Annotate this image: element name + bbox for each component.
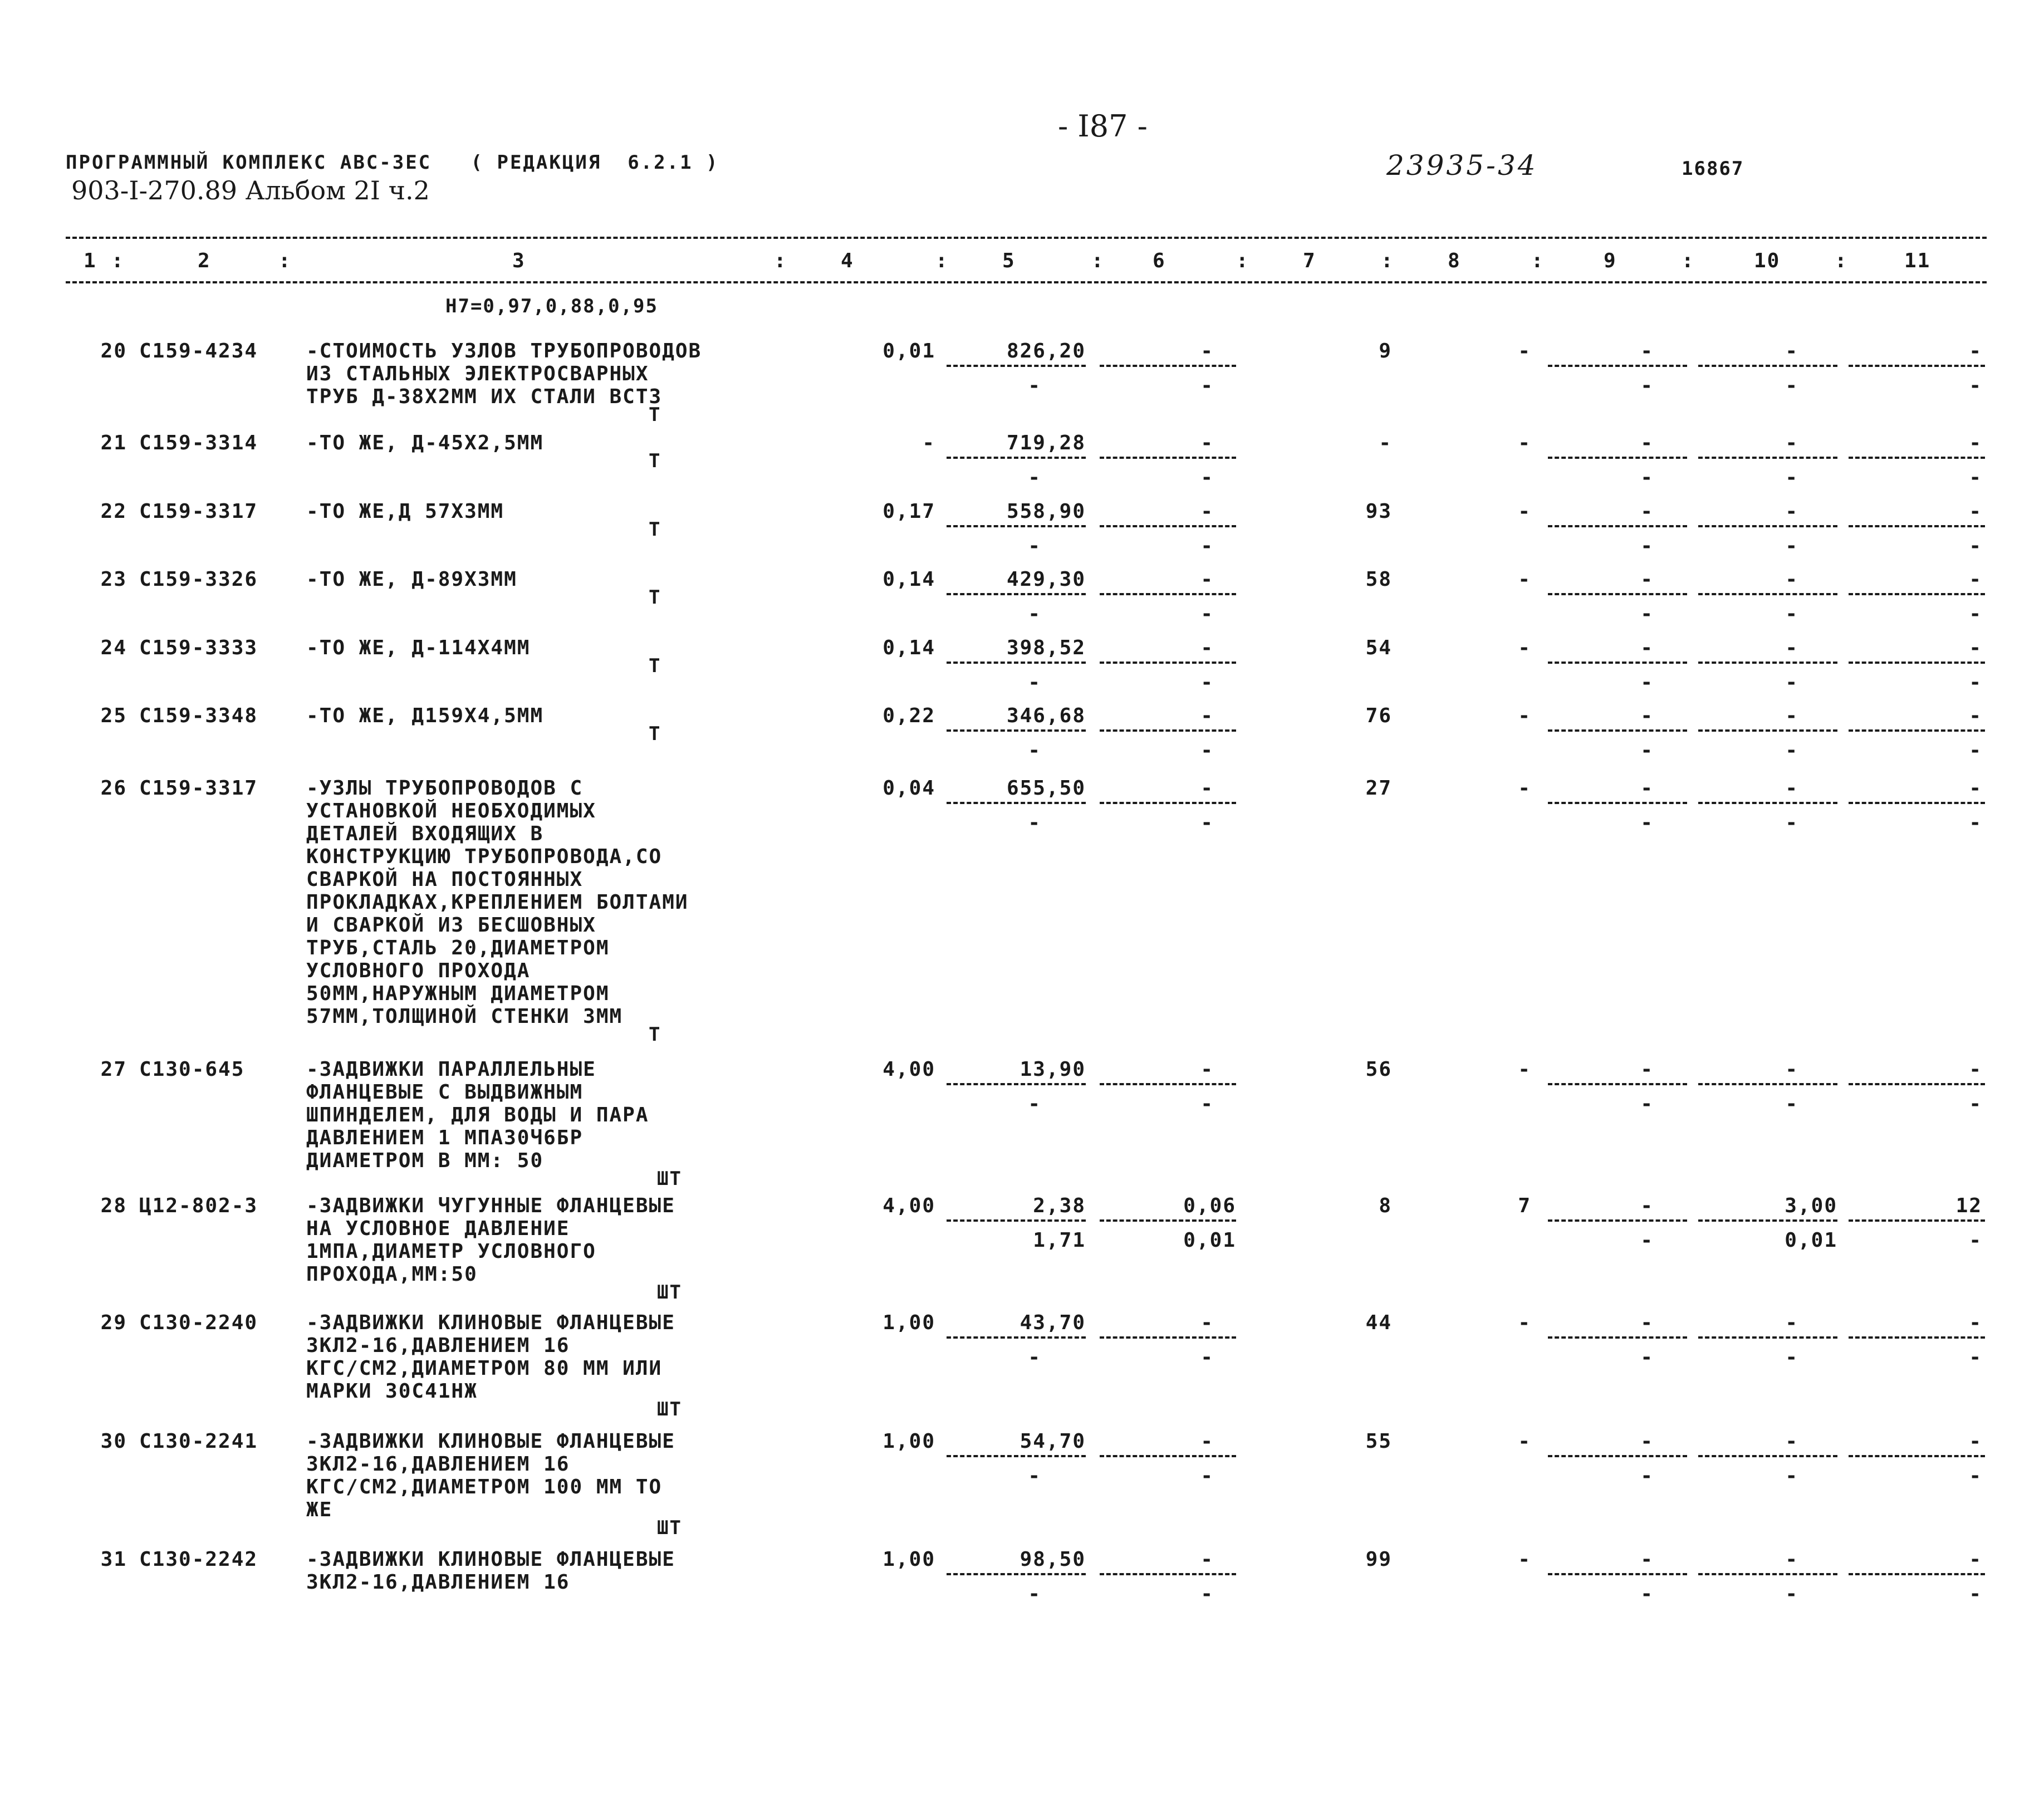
value-underline [1100, 593, 1236, 595]
value-underline [1548, 457, 1687, 459]
column-header-1: 1 [84, 249, 97, 272]
cell-col5: 398,52 [1006, 636, 1086, 659]
value-underline [1698, 365, 1837, 367]
row-code: С159-3317 [139, 777, 258, 800]
value-underline [1849, 662, 1985, 664]
cell-col10-extra: 0,01 [1785, 1229, 1837, 1252]
cell-col10-dash: - [1785, 636, 1798, 659]
value-underline [1698, 1083, 1837, 1085]
cell-col8-dash: - [1518, 500, 1531, 523]
cell-col5: 655,50 [1006, 777, 1086, 800]
row-number: 26 [100, 777, 127, 800]
cell-col11-extra-dash: - [1969, 1093, 1982, 1115]
cell-col8-dash: - [1518, 340, 1531, 362]
cell-col9-extra-dash: - [1640, 1346, 1654, 1369]
value-underline [1698, 593, 1837, 595]
cell-col10-dash: - [1785, 777, 1798, 800]
cell-col6-extra-dash: - [1200, 739, 1214, 762]
cell-col5-extra-dash: - [1028, 739, 1041, 762]
cell-col5-extra-dash: - [1028, 1583, 1041, 1605]
cell-col9-dash: - [1640, 1058, 1654, 1081]
cell-col9-dash: - [1640, 500, 1654, 523]
column-header-11: 11 [1904, 249, 1931, 272]
value-underline [1100, 1336, 1236, 1339]
cell-col11-extra-dash: - [1969, 1229, 1982, 1252]
cell-col9-dash: - [1640, 340, 1654, 362]
value-underline [1548, 1336, 1687, 1339]
album-line: 903-I-270.89 Альбом 2I ч.2 [71, 175, 430, 205]
value-underline [1100, 662, 1236, 664]
cell-col6-extra-dash: - [1200, 602, 1214, 625]
row-description: -СТОИМОСТЬ УЗЛОВ ТРУБОПРОВОДОВ ИЗ СТАЛЬНЫХ ЭЛЕКТРОСВАРНЫХ ТРУБ Д-38Х2ММ ИХ СТАЛИ ВСТ3 [306, 340, 702, 408]
value-underline [1849, 525, 1985, 527]
value-underline [1698, 457, 1837, 459]
cell-col7: 56 [1365, 1058, 1392, 1081]
cell-col7: 99 [1365, 1548, 1392, 1571]
cell-col5-extra-dash: - [1028, 1346, 1041, 1369]
row-code: С159-4234 [139, 340, 258, 362]
row-description: -ТО ЖЕ, Д-89Х3ММ [306, 568, 517, 591]
cell-col11-dash: - [1969, 340, 1982, 362]
cell-col4: 0,04 [883, 777, 935, 800]
value-underline [1100, 1573, 1236, 1575]
column-separator: : [1236, 249, 1249, 272]
cell-col4: 1,00 [883, 1311, 935, 1334]
row-description: -ТО ЖЕ, Д-114Х4ММ [306, 636, 531, 659]
value-underline [947, 593, 1086, 595]
value-underline [1548, 802, 1687, 804]
cell-col11-dash: - [1969, 432, 1982, 454]
cell-col10-extra-dash: - [1785, 671, 1798, 694]
value-underline [1548, 1219, 1687, 1222]
row-code: С130-2241 [139, 1430, 258, 1453]
cell-col6-dash: - [1200, 1430, 1214, 1453]
cell-col11-extra-dash: - [1969, 1583, 1982, 1605]
row-number: 28 [100, 1194, 127, 1217]
cell-col11-dash: - [1969, 568, 1982, 591]
row-description: -УЗЛЫ ТРУБОПРОВОДОВ С УСТАНОВКОЙ НЕОБХОДИМЫХ ДЕТАЛЕЙ ВХОДЯЩИХ В КОНСТРУКЦИЮ ТРУБОПРОВОДА,СО СВАРКОЙ НА ПОСТОЯННЫХ ПРОКЛАДКАХ,КРЕПЛЕНИЕМ БОЛТАМИ И СВАРКОЙ ИЗ БЕСШОВНЫХ ТРУБ,СТАЛЬ 20,ДИАМЕТРОМ УСЛОВНОГО ПРОХОДА 50ММ,НАРУЖНЫМ ДИАМЕТРОМ 57ММ,ТОЛЩИНОЙ СТЕНКИ 3ММ [306, 777, 689, 1028]
row-code: С130-645 [139, 1058, 245, 1081]
cell-col6-dash: - [1200, 568, 1214, 591]
value-underline [947, 1573, 1086, 1575]
cell-col9-extra-dash: - [1640, 671, 1654, 694]
cell-col6-extra-dash: - [1200, 1346, 1214, 1369]
row-code: С130-2240 [139, 1311, 258, 1334]
row-unit: Т [649, 450, 661, 472]
value-underline [1100, 729, 1236, 732]
cell-col11-dash: - [1969, 777, 1982, 800]
column-header-3: 3 [512, 249, 526, 272]
value-underline [1849, 1219, 1985, 1222]
column-header-2: 2 [198, 249, 211, 272]
page-number: - I87 - [1058, 109, 1148, 144]
row-unit: Т [649, 723, 661, 745]
value-underline [1698, 802, 1837, 804]
cell-col9-extra-dash: - [1640, 535, 1654, 557]
value-underline [1548, 1573, 1687, 1575]
cell-col6-dash: - [1200, 636, 1214, 659]
cell-col5: 826,20 [1006, 340, 1086, 362]
value-underline [1100, 525, 1236, 527]
cell-col6-dash: - [1200, 777, 1214, 800]
cell-col5: 13,90 [1019, 1058, 1086, 1081]
cell-col8: 7 [1518, 1194, 1531, 1217]
cell-col5-extra: 1,71 [1033, 1229, 1086, 1252]
cell-col4: 0,01 [883, 340, 935, 362]
value-underline [1698, 1336, 1837, 1339]
cell-col11-dash: - [1969, 1548, 1982, 1571]
value-underline [1698, 729, 1837, 732]
column-header-9: 9 [1604, 249, 1617, 272]
cell-col8-dash: - [1518, 1548, 1531, 1571]
value-underline [1100, 802, 1236, 804]
cell-col7: 27 [1365, 777, 1392, 800]
cell-col4: - [922, 432, 935, 454]
column-separator: : [1682, 249, 1695, 272]
cell-col5: 98,50 [1019, 1548, 1086, 1571]
cell-col5-extra-dash: - [1028, 602, 1041, 625]
row-description: -ЗАДВИЖКИ КЛИНОВЫЕ ФЛАНЦЕВЫЕ ЗКЛ2-16,ДАВЛЕНИЕМ 16 КГС/СМ2,ДИАМЕТРОМ 80 ММ ИЛИ МАРКИ 30С41НЖ [306, 1311, 675, 1403]
cell-col5-extra-dash: - [1028, 535, 1041, 557]
cell-col9-extra-dash: - [1640, 811, 1654, 834]
column-separator: : [1835, 249, 1848, 272]
cell-col11-dash: - [1969, 704, 1982, 727]
cell-col5-extra-dash: - [1028, 374, 1041, 397]
row-number: 31 [100, 1548, 127, 1571]
row-code: С159-3317 [139, 500, 258, 523]
value-underline [1698, 1455, 1837, 1457]
cell-col10-dash: - [1785, 432, 1798, 454]
cell-col5-extra-dash: - [1028, 466, 1041, 489]
cell-col5: 346,68 [1006, 704, 1086, 727]
column-header-6: 6 [1153, 249, 1166, 272]
cell-col10-extra-dash: - [1785, 1346, 1798, 1369]
cell-col10-extra-dash: - [1785, 535, 1798, 557]
cell-col6-extra-dash: - [1200, 374, 1214, 397]
value-underline [947, 802, 1086, 804]
column-header-5: 5 [1002, 249, 1016, 272]
value-underline [947, 365, 1086, 367]
cell-col11-extra-dash: - [1969, 602, 1982, 625]
row-number: 21 [100, 432, 127, 454]
row-code: С159-3326 [139, 568, 258, 591]
value-underline [1548, 365, 1687, 367]
cell-col6-dash: - [1200, 340, 1214, 362]
column-separator: : [1381, 249, 1394, 272]
cell-col9-extra-dash: - [1640, 602, 1654, 625]
cell-col8-dash: - [1518, 704, 1531, 727]
cell-col11-dash: - [1969, 636, 1982, 659]
cell-col5-extra-dash: - [1028, 811, 1041, 834]
value-underline [1548, 593, 1687, 595]
cell-col6-extra-dash: - [1200, 1464, 1214, 1487]
cell-col9-dash: - [1640, 1194, 1654, 1217]
column-separator: : [1531, 249, 1545, 272]
row-number: 25 [100, 704, 127, 727]
value-underline [1548, 525, 1687, 527]
cell-col8-dash: - [1518, 1058, 1531, 1081]
cell-col6-extra-dash: - [1200, 811, 1214, 834]
cell-col11-extra-dash: - [1969, 811, 1982, 834]
value-underline [1100, 365, 1236, 367]
cell-col10-dash: - [1785, 1548, 1798, 1571]
cell-col10-extra-dash: - [1785, 1464, 1798, 1487]
row-unit: Т [649, 518, 661, 541]
cell-col5: 429,30 [1006, 568, 1086, 591]
cell-col4: 1,00 [883, 1548, 935, 1571]
column-header-10: 10 [1754, 249, 1781, 272]
value-underline [1849, 729, 1985, 732]
value-underline [1849, 457, 1985, 459]
cell-col6-dash: - [1200, 500, 1214, 523]
cell-col5-extra-dash: - [1028, 1093, 1041, 1115]
sub-header: Н7=0,97,0,88,0,95 [445, 295, 658, 317]
value-underline [1849, 365, 1985, 367]
cell-col5-extra-dash: - [1028, 1464, 1041, 1487]
value-underline [947, 729, 1086, 732]
cell-col9-extra-dash: - [1640, 1229, 1654, 1252]
row-number: 27 [100, 1058, 127, 1081]
cell-col6-dash: - [1200, 1548, 1214, 1571]
cell-col6-extra-dash: - [1200, 1583, 1214, 1605]
value-underline [1548, 729, 1687, 732]
column-separator: : [1091, 249, 1105, 272]
cell-col10-dash: - [1785, 704, 1798, 727]
row-code: С130-2242 [139, 1548, 258, 1571]
row-description: -ЗАДВИЖКИ КЛИНОВЫЕ ФЛАНЦЕВЫЕ ЗКЛ2-16,ДАВЛЕНИЕМ 16 КГС/СМ2,ДИАМЕТРОМ 100 ММ ТО ЖЕ [306, 1430, 675, 1521]
cell-col6-extra: 0,01 [1183, 1229, 1236, 1252]
cell-col10-extra-dash: - [1785, 602, 1798, 625]
cell-col6-extra-dash: - [1200, 1093, 1214, 1115]
column-header-4: 4 [841, 249, 854, 272]
cell-col11-dash: - [1969, 1430, 1982, 1453]
table-top-rule [66, 237, 1987, 239]
cell-col10-extra-dash: - [1785, 374, 1798, 397]
cell-col9-extra-dash: - [1640, 466, 1654, 489]
cell-col10-dash: - [1785, 1430, 1798, 1453]
cell-col11-dash: - [1969, 1058, 1982, 1081]
row-unit: Т [649, 586, 661, 609]
column-header-7: 7 [1303, 249, 1316, 272]
row-unit: ШТ [657, 1517, 682, 1539]
cell-col11-extra-dash: - [1969, 739, 1982, 762]
row-number: 20 [100, 340, 127, 362]
value-underline [1100, 1455, 1236, 1457]
value-underline [947, 662, 1086, 664]
row-code: С159-3348 [139, 704, 258, 727]
cell-col9-dash: - [1640, 777, 1654, 800]
cell-col10-extra-dash: - [1785, 1093, 1798, 1115]
cell-col8-dash: - [1518, 568, 1531, 591]
cell-col9-extra-dash: - [1640, 1093, 1654, 1115]
column-separator: : [935, 249, 949, 272]
value-underline [1698, 525, 1837, 527]
table-header-rule [66, 281, 1987, 283]
value-underline [1100, 1083, 1236, 1085]
cell-col5: 719,28 [1006, 432, 1086, 454]
cell-col7: 76 [1365, 704, 1392, 727]
row-code: Ц12-802-3 [139, 1194, 258, 1217]
cell-col4: 0,17 [883, 500, 935, 523]
cell-col11-extra-dash: - [1969, 1346, 1982, 1369]
cell-col10-dash: - [1785, 1058, 1798, 1081]
cell-col11: 12 [1955, 1194, 1982, 1217]
cell-col9-dash: - [1640, 1311, 1654, 1334]
cell-col10-extra-dash: - [1785, 1583, 1798, 1605]
cell-col7: - [1379, 432, 1392, 454]
cell-col9-dash: - [1640, 568, 1654, 591]
row-unit: Т [649, 404, 661, 426]
value-underline [1548, 662, 1687, 664]
cell-col7: 9 [1379, 340, 1392, 362]
value-underline [947, 457, 1086, 459]
cell-col4: 4,00 [883, 1194, 935, 1217]
row-unit: Т [649, 655, 661, 677]
value-underline [947, 1336, 1086, 1339]
cell-col8-dash: - [1518, 636, 1531, 659]
cell-col6-extra-dash: - [1200, 671, 1214, 694]
cell-col4: 0,14 [883, 636, 935, 659]
program-line: ПРОГРАММНЫЙ КОМПЛЕКС АВС-ЗЕС ( РЕДАКЦИЯ 6.2.1 ) [66, 151, 719, 174]
row-description: -ЗАДВИЖКИ КЛИНОВЫЕ ФЛАНЦЕВЫЕ ЗКЛ2-16,ДАВЛЕНИЕМ 16 [306, 1548, 675, 1594]
value-underline [1849, 1083, 1985, 1085]
row-unit: ШТ [657, 1168, 682, 1190]
row-number: 23 [100, 568, 127, 591]
doc-number: 23935-34 [1386, 149, 1538, 182]
cell-col9-extra-dash: - [1640, 374, 1654, 397]
value-underline [947, 1455, 1086, 1457]
cell-col9-dash: - [1640, 1430, 1654, 1453]
cell-col4: 4,00 [883, 1058, 935, 1081]
cell-col7: 55 [1365, 1430, 1392, 1453]
cell-col11-extra-dash: - [1969, 535, 1982, 557]
value-underline [1849, 593, 1985, 595]
cell-col6-dash: - [1200, 1311, 1214, 1334]
cell-col9-extra-dash: - [1640, 739, 1654, 762]
value-underline [1849, 1336, 1985, 1339]
cell-col9-dash: - [1640, 432, 1654, 454]
cell-col10-extra-dash: - [1785, 739, 1798, 762]
cell-col4: 0,22 [883, 704, 935, 727]
cell-col7: 8 [1379, 1194, 1392, 1217]
cell-col8-dash: - [1518, 432, 1531, 454]
cell-col5-extra-dash: - [1028, 671, 1041, 694]
value-underline [1849, 802, 1985, 804]
cell-col9-extra-dash: - [1640, 1583, 1654, 1605]
cell-col10-dash: - [1785, 500, 1798, 523]
value-underline [1849, 1573, 1985, 1575]
column-separator: : [774, 249, 787, 272]
cell-col10-extra-dash: - [1785, 466, 1798, 489]
cell-col11-dash: - [1969, 500, 1982, 523]
cell-col11-extra-dash: - [1969, 374, 1982, 397]
cell-col5: 54,70 [1019, 1430, 1086, 1453]
cell-col11-extra-dash: - [1969, 671, 1982, 694]
value-underline [1548, 1455, 1687, 1457]
row-unit: Т [649, 1023, 661, 1046]
row-code: С159-3314 [139, 432, 258, 454]
row-description: -ТО ЖЕ,Д 57Х3ММ [306, 500, 504, 523]
row-description: -ТО ЖЕ, Д-45Х2,5ММ [306, 432, 544, 454]
cell-col10-extra-dash: - [1785, 811, 1798, 834]
row-description: -ЗАДВИЖКИ ЧУГУННЫЕ ФЛАНЦЕВЫЕ НА УСЛОВНОЕ ДАВЛЕНИЕ 1МПА,ДИАМЕТР УСЛОВНОГО ПРОХОДА,ММ:50 [306, 1194, 675, 1286]
row-description: -ЗАДВИЖКИ ПАРАЛЛЕЛЬНЫЕ ФЛАНЦЕВЫЕ С ВЫДВИЖНЫМ ШПИНДЕЛЕМ, ДЛЯ ВОДЫ И ПАРА ДАВЛЕНИЕМ 1 МПА30Ч6БР ДИАМЕТРОМ В ММ: 50 [306, 1058, 649, 1172]
cell-col11-dash: - [1969, 1311, 1982, 1334]
cell-col10-dash: - [1785, 568, 1798, 591]
cell-col7: 44 [1365, 1311, 1392, 1334]
cell-col8-dash: - [1518, 1430, 1531, 1453]
value-underline [1548, 1083, 1687, 1085]
cell-col4: 1,00 [883, 1430, 935, 1453]
value-underline [947, 525, 1086, 527]
cell-col7: 54 [1365, 636, 1392, 659]
cell-col7: 93 [1365, 500, 1392, 523]
cell-col8-dash: - [1518, 1311, 1531, 1334]
row-unit: ШТ [657, 1398, 682, 1420]
cell-col5: 43,70 [1019, 1311, 1086, 1334]
cell-col5: 2,38 [1033, 1194, 1086, 1217]
row-number: 29 [100, 1311, 127, 1334]
cell-col9-extra-dash: - [1640, 1464, 1654, 1487]
cell-col4: 0,14 [883, 568, 935, 591]
row-number: 30 [100, 1430, 127, 1453]
row-unit: ШТ [657, 1281, 682, 1304]
cell-col9-dash: - [1640, 1548, 1654, 1571]
cell-col8-dash: - [1518, 777, 1531, 800]
value-underline [947, 1083, 1086, 1085]
row-description: -ТО ЖЕ, Д159Х4,5ММ [306, 704, 544, 727]
cell-col6-extra-dash: - [1200, 535, 1214, 557]
value-underline [1698, 1219, 1837, 1222]
column-separator: : [278, 249, 292, 272]
cell-col9-dash: - [1640, 636, 1654, 659]
cell-col6: 0,06 [1183, 1194, 1236, 1217]
cell-col9-dash: - [1640, 704, 1654, 727]
cell-col10-dash: - [1785, 340, 1798, 362]
cell-col7: 58 [1365, 568, 1392, 591]
row-number: 24 [100, 636, 127, 659]
value-underline [1698, 662, 1837, 664]
cell-col6-dash: - [1200, 1058, 1214, 1081]
cell-col6-dash: - [1200, 704, 1214, 727]
doc-code: 16867 [1682, 158, 1744, 180]
value-underline [1100, 457, 1236, 459]
cell-col6-dash: - [1200, 432, 1214, 454]
column-separator: : [111, 249, 125, 272]
column-header-8: 8 [1448, 249, 1461, 272]
cell-col11-extra-dash: - [1969, 466, 1982, 489]
row-code: С159-3333 [139, 636, 258, 659]
cell-col6-extra-dash: - [1200, 466, 1214, 489]
cell-col10: 3,00 [1785, 1194, 1837, 1217]
value-underline [1698, 1573, 1837, 1575]
value-underline [1100, 1219, 1236, 1222]
row-number: 22 [100, 500, 127, 523]
cell-col11-extra-dash: - [1969, 1464, 1982, 1487]
cell-col10-dash: - [1785, 1311, 1798, 1334]
value-underline [947, 1219, 1086, 1222]
cell-col5: 558,90 [1006, 500, 1086, 523]
value-underline [1849, 1455, 1985, 1457]
